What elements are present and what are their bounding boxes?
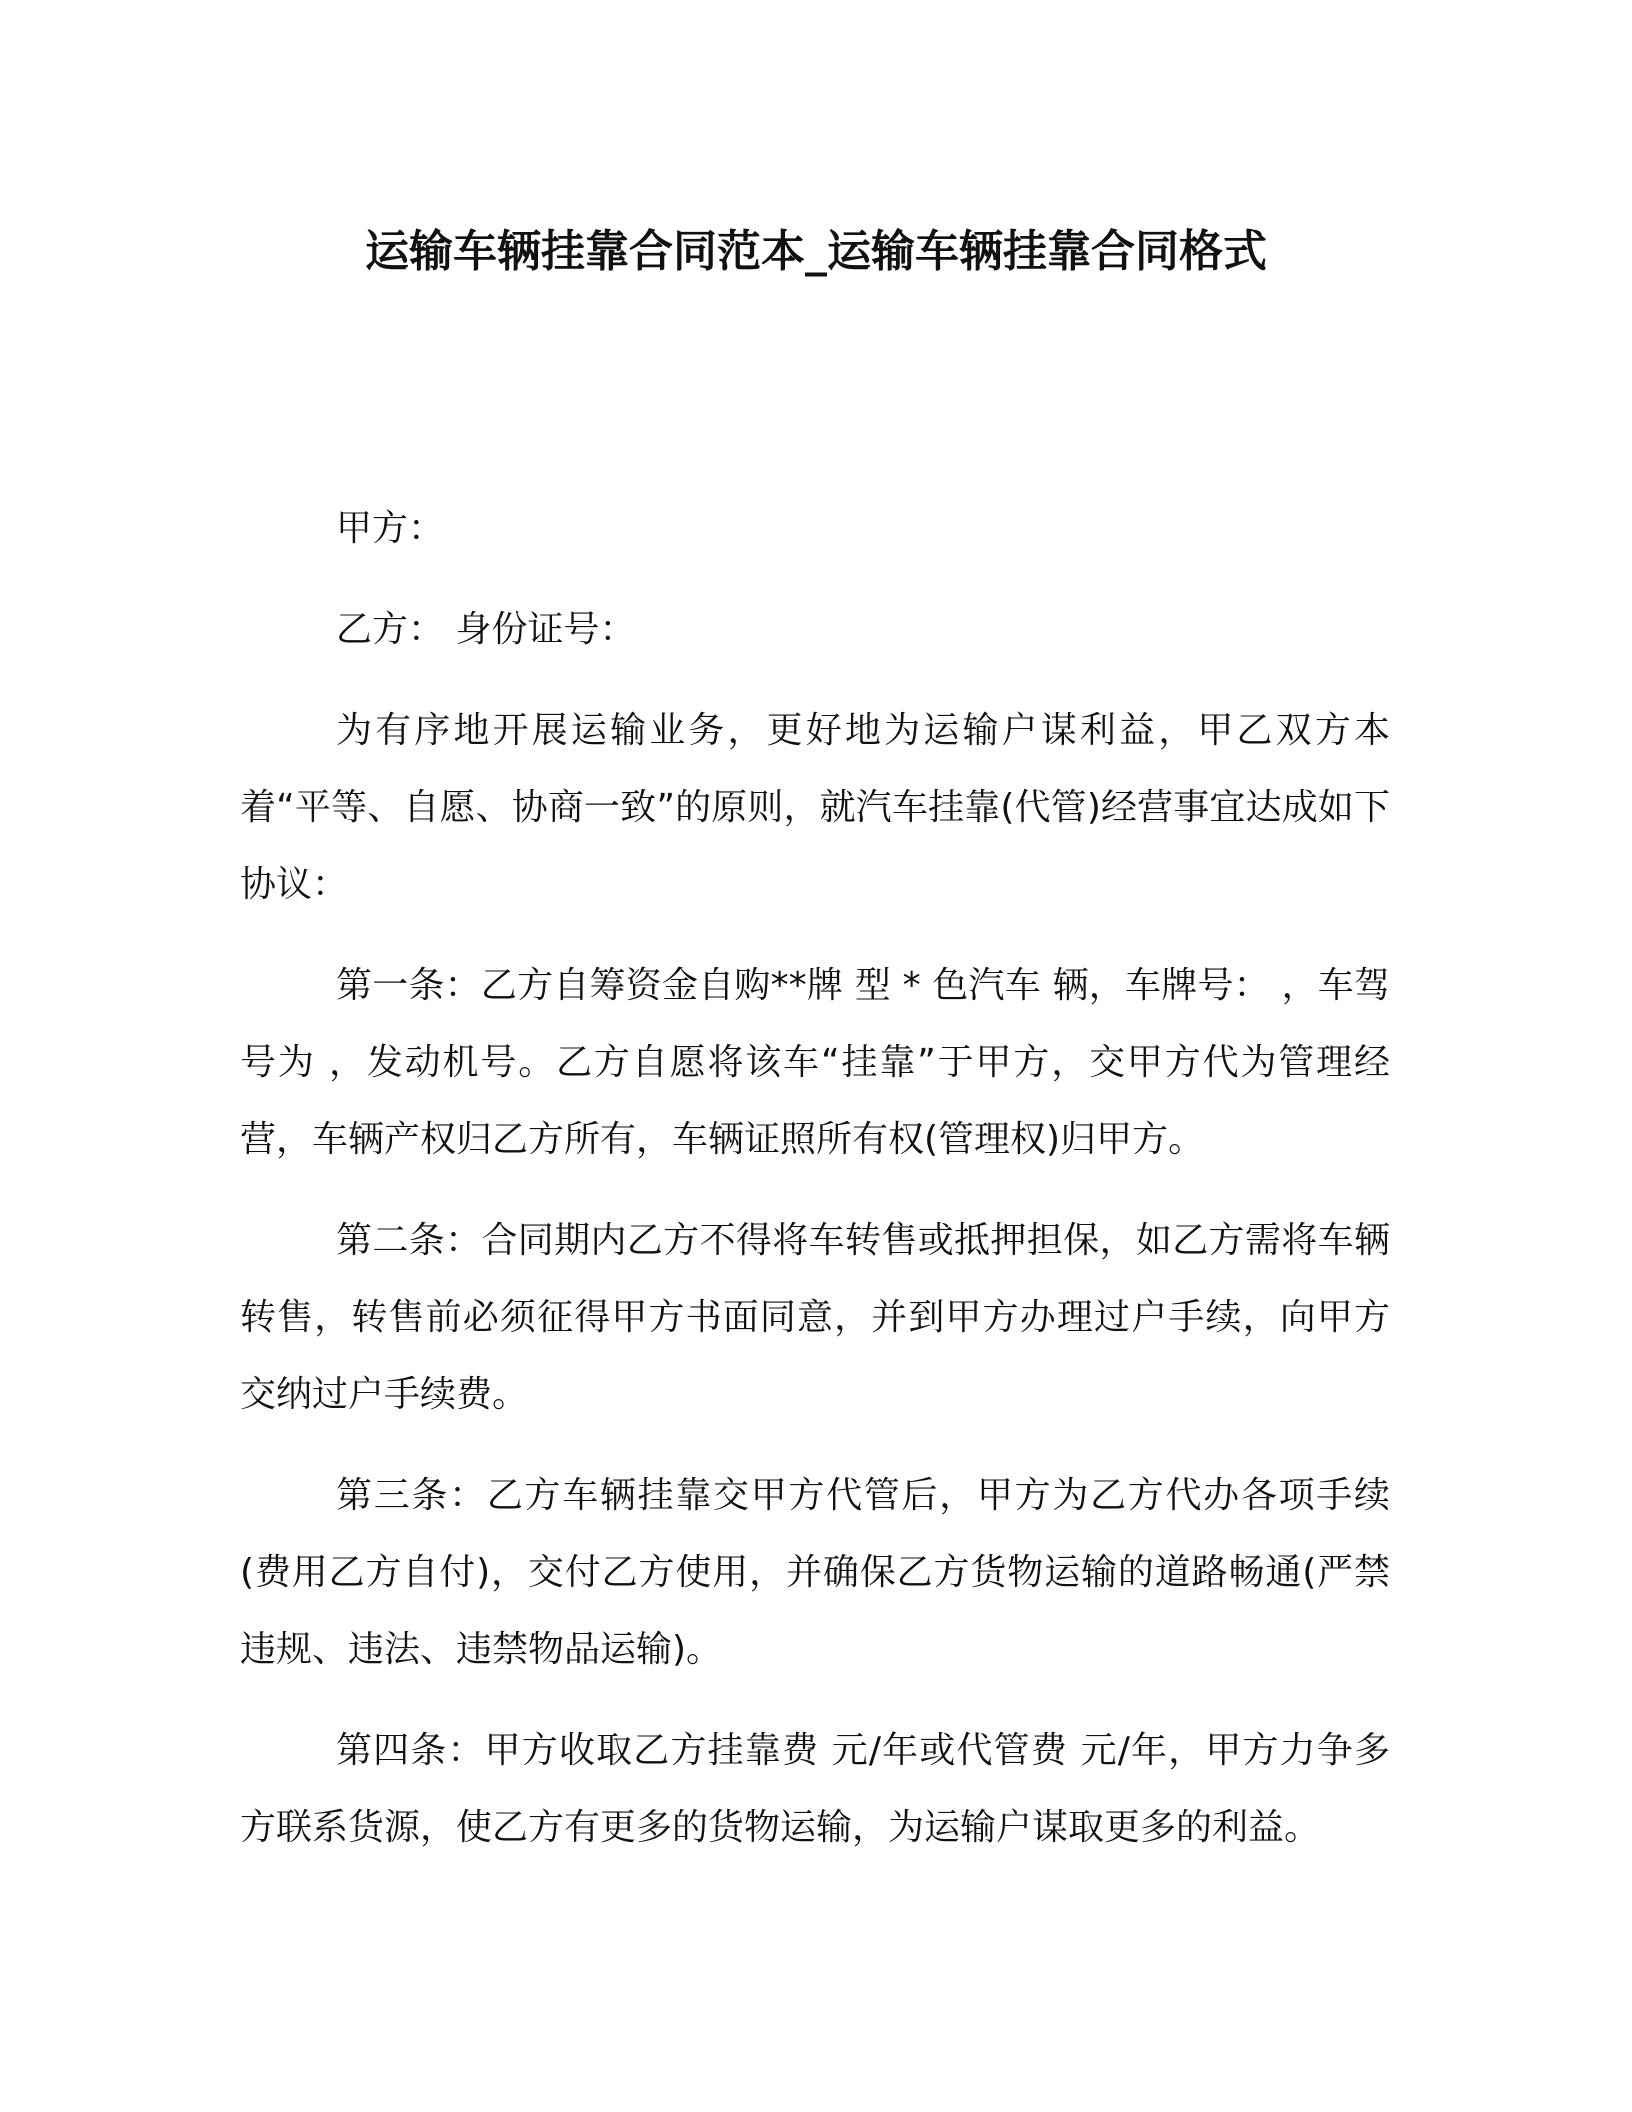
article-4-paragraph: 第四条：甲方收取乙方挂靠费 元/年或代管费 元/年，甲方力争多方联系货源，使乙方有更多的货物运输，为运输户谋取更多的利益。 bbox=[240, 1730, 1390, 1848]
document-title: 运输车辆挂靠合同范本_运输车辆挂靠合同格式 bbox=[365, 226, 1267, 277]
preamble-paragraph: 为有序地开展运输业务，更好地为运输户谋利益，甲乙双方本着“平等、自愿、协商一致”的原则，就汽车挂靠(代管)经营事宜达成如下协议： bbox=[240, 710, 1390, 905]
document-body bbox=[240, 490, 1390, 1890]
article-3-paragraph: 第三条：乙方车辆挂靠交甲方代管后，甲方为乙方代办各项手续(费用乙方自付)，交付乙方使用，并确保乙方货物运输的道路畅通(严禁违规、违法、违禁物品运输)。 bbox=[240, 1475, 1390, 1670]
article-2-paragraph: 第二条：合同期内乙方不得将车转售或抵押担保，如乙方需将车辆转售，转售前必须征得甲方书面同意，并到甲方办理过户手续，向甲方交纳过户手续费。 bbox=[240, 1220, 1390, 1415]
party-b-line: 乙方： 身份证号： bbox=[336, 609, 636, 650]
party-a-line: 甲方： bbox=[336, 508, 445, 549]
article-1-paragraph: 第一条：乙方自筹资金自购**牌 型 * 色汽车 辆，车牌号： ，车驾号为 ，发动机号。乙方自愿将该车“挂靠”于甲方，交甲方代为管理经营，车辆产权归乙方所有，车辆证照所有权(管理权)归甲方。 bbox=[240, 965, 1390, 1160]
